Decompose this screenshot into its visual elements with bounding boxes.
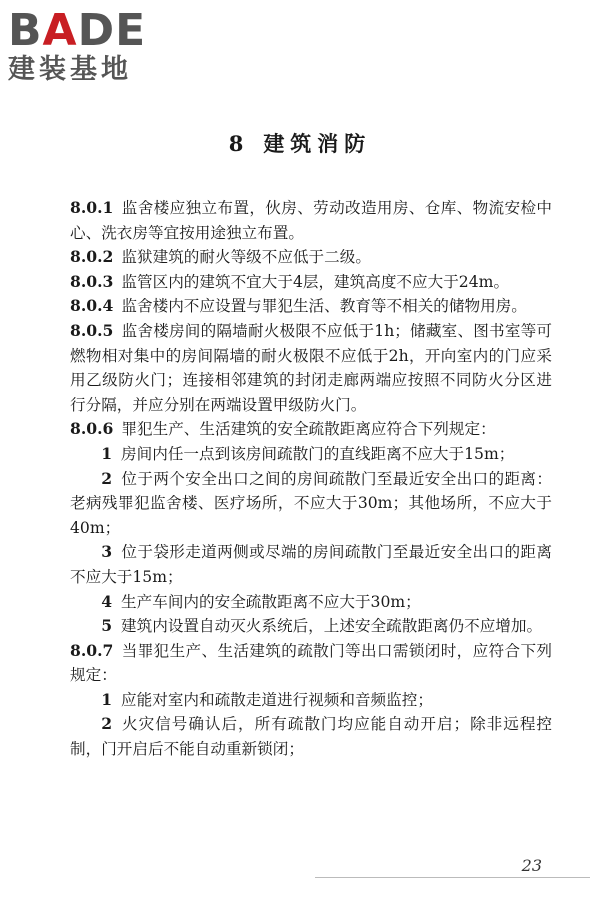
footer-divider <box>315 877 590 878</box>
chapter-number: 8 <box>228 131 250 156</box>
brand-subtitle: 建装基地 <box>8 54 132 85</box>
page-number: 23 <box>521 856 542 875</box>
item-text: 房间内任一点到该房间疏散门的直线距离不应大于15m； <box>121 444 515 463</box>
clause-number: 8.0.7 <box>70 640 114 660</box>
clause-item <box>70 614 552 639</box>
item-number: 2 <box>101 714 113 734</box>
clause-number: 8.0.3 <box>70 271 114 291</box>
clause <box>70 319 552 417</box>
item-text: 火灾信号确认后，所有疏散门均应能自动开启；除非远程控制，门开启后不能自动重新锁闭； <box>70 715 552 759</box>
clause-item <box>70 540 552 589</box>
item-number: 1 <box>101 689 113 709</box>
clause <box>70 639 552 688</box>
clause <box>70 196 552 245</box>
clause <box>70 245 552 270</box>
clause-text: 监狱建筑的耐火等级不应低于二级。 <box>121 248 371 267</box>
clause-number: 8.0.2 <box>70 247 114 267</box>
clause-number: 8.0.5 <box>70 320 114 340</box>
item-text: 应能对室内和疏散走道进行视频和音频监控； <box>121 690 433 709</box>
clause-text: 监舍楼房间的隔墙耐火极限不应低于1h；储藏室、图书室等可燃物相对集中的房间隔墙的耐火极限不应低于2h，开向室内的门应采用乙级防火门；连接相邻建筑的封闭走廊两端应按照不同防火分区进行分隔，并应分别在两端设置甲级防火门。 <box>70 321 552 414</box>
clause-item <box>70 442 552 467</box>
clause-text: 监舍楼应独立布置，伙房、劳动改造用房、仓库、物流安检中心、洗衣房等宜按用途独立布置。 <box>70 199 552 242</box>
item-number: 2 <box>101 468 113 488</box>
clause <box>70 294 552 319</box>
item-number: 4 <box>101 591 113 611</box>
chapter-title <box>0 128 600 158</box>
clause-item <box>70 688 552 713</box>
item-text: 生产车间内的安全疏散距离不应大于30m； <box>121 592 421 611</box>
item-number: 3 <box>101 542 113 562</box>
item-text: 位于两个安全出口之间的房间疏散门至最近安全出口的距离：老病残罪犯监舍楼、医疗场所，不应大于30m；其他场所，不应大于40m； <box>70 469 552 537</box>
clause-item <box>70 467 552 541</box>
brand-logo <box>8 5 183 86</box>
item-number: 5 <box>101 616 113 636</box>
clause-text: 监管区内的建筑不宜大于4层，建筑高度不应大于24m。 <box>121 272 510 291</box>
clause <box>70 417 552 442</box>
chapter-title-text: 建筑消防 <box>263 131 372 156</box>
clause-text: 当罪犯生产、生活建筑的疏散门等出口需锁闭时，应符合下列规定： <box>70 641 552 685</box>
item-text: 建筑内设置自动灭火系统后，上述安全疏散距离仍不应增加。 <box>121 617 543 636</box>
clause-number: 8.0.1 <box>70 198 114 217</box>
brand-accent-letter: A <box>42 5 78 56</box>
clause <box>70 270 552 295</box>
clause-number: 8.0.4 <box>70 296 114 316</box>
clause-item <box>70 712 552 761</box>
clause-number: 8.0.6 <box>70 419 114 439</box>
item-text: 位于袋形走道两侧或尽端的房间疏散门至最近安全出口的距离不应大于15m； <box>70 543 552 586</box>
clauses-body <box>70 196 552 762</box>
clause-text: 罪犯生产、生活建筑的安全疏散距离应符合下列规定： <box>121 420 496 439</box>
brand-wordmark: BADE <box>8 5 147 56</box>
item-number: 1 <box>101 443 113 463</box>
clause-text: 监舍楼内不应设置与罪犯生活、教育等不相关的储物用房。 <box>121 297 527 316</box>
clause-item <box>70 590 552 615</box>
